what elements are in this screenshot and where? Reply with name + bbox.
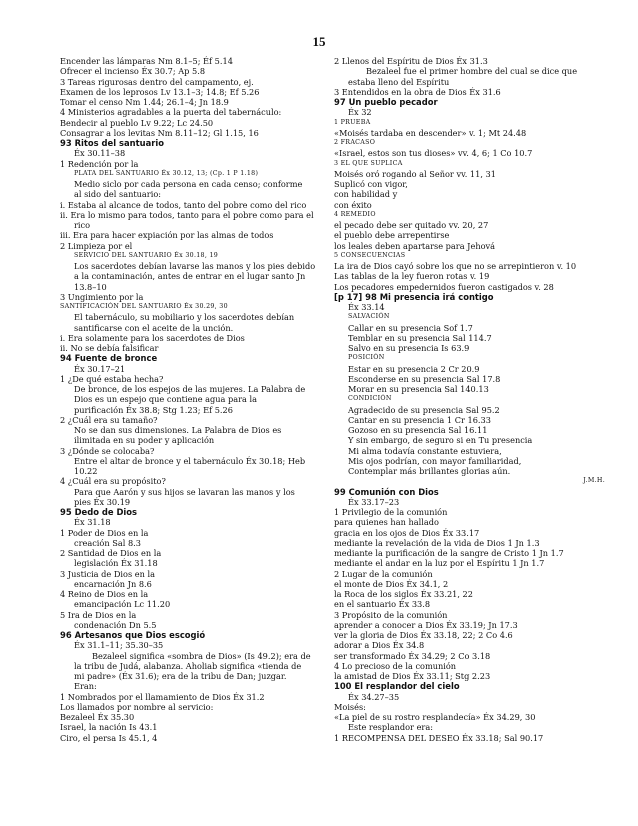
text-line: Bezaleel fue el primer hombre del cual se dice que	[366, 66, 578, 77]
text-line: Callar en su presencia Sof 1.7	[348, 322, 473, 333]
section-heading: 99 Comunión con Dios	[334, 486, 439, 497]
text-line: el monte de Dios Éx 34.1, 2	[334, 578, 449, 589]
text-line: 5 Ira de Dios en la	[60, 609, 137, 620]
text-line: iii. Era para hacer expiación por las almas de todos	[60, 230, 274, 241]
text-line: Agradecido de su presencia Sal 95.2	[348, 404, 500, 415]
text-line: Éx 32	[348, 107, 372, 118]
text-line: Y sin embargo, de seguro si en Tu presencia	[348, 435, 533, 446]
text-line: la Roca de los siglos Éx 33.21, 22	[334, 589, 473, 599]
text-line: 2 FRACASO	[334, 139, 376, 146]
text-line: 1 Redención por la	[60, 158, 139, 169]
text-line: Éx 30.17–21	[74, 363, 126, 374]
text-line: 1 Poder de Dios en la	[60, 527, 149, 538]
text-line: ii. No se debía falsificar	[60, 343, 159, 353]
text-line: La ira de Dios cayó sobre los que no se arrepintieron v. 10	[334, 261, 577, 271]
text-line: No se dan sus dimensiones. La Palabra de Dios es	[74, 425, 282, 435]
text-line: 1 Nombrados por el llamamiento de Dios Éx 31.2	[60, 691, 265, 702]
text-line: 4 REMEDIO	[334, 210, 376, 218]
text-line: Examen de los leprosos Lv 13.1–3; 14.8; Ef 5.26	[60, 86, 260, 97]
text-line: Morar en su presencia Sal 140.13	[348, 384, 489, 394]
text-line: Moisés:	[334, 701, 366, 712]
text-line: 3 Ungimiento por la	[60, 291, 144, 302]
text-line: Los pecadores empedernidos fueron castigados v. 28	[334, 281, 554, 292]
text-line: a la contaminación, antes de entrar en el lugar santo Jn	[74, 271, 306, 282]
text-line: al sido del santuario:	[74, 189, 162, 200]
section-heading: 94 Fuente de bronce	[60, 353, 158, 364]
section-heading: 95 Dedo de Dios	[60, 507, 138, 517]
text-line: Para que Aarón y sus hijos se lavaran las manos y los	[74, 486, 295, 497]
text-line: Éx 31.1–11; 35.30–35	[74, 640, 164, 651]
text-line: Moisés oró rogando al Señor vv. 11, 31	[334, 168, 496, 179]
text-line: Éx 30.11–38	[74, 148, 126, 159]
text-line: con habilidad y	[334, 189, 398, 200]
section-heading: 97 Un pueblo pecador	[334, 97, 438, 107]
text-line: purificación Éx 38.8; Stg 1.23; Ef 5.26	[74, 404, 233, 415]
section-heading: 93 Ritos del santuario	[60, 138, 164, 148]
text-line: ser transformado Éx 34.29; 2 Co 3.18	[334, 650, 491, 661]
text-line: ii. Era lo mismo para todos, tanto para el pobre como para el	[60, 209, 314, 220]
text-line: legislación Éx 31.18	[74, 558, 158, 569]
text-line: 2 Santidad de Dios en la	[60, 548, 162, 558]
text-line: encarnación Jn 8.6	[74, 578, 152, 589]
text-line: mediante la purificación de la sangre de Cristo 1 Jn 1.7	[334, 548, 564, 558]
text-line: 10.22	[74, 466, 98, 476]
text-line: Éx 31.18	[74, 517, 111, 528]
text-line: Cantar en su presencia 1 Cr 16.33	[348, 414, 491, 425]
text-line: Entre el altar de bronce y el tabernáculo Éx 30.18; Heb	[74, 455, 306, 466]
text-line: Consagrar a los levitas Nm 8.11–12; Gl 1.15, 16	[60, 127, 259, 138]
text-line: 3 EL QUE SUPLICA	[334, 159, 403, 167]
text-line: Encender las lámparas Nm 8.1–5; Éf 5.14	[60, 56, 233, 66]
text-line: Los llamados por nombre al servicio:	[60, 701, 214, 712]
text-line: i. Estaba al alcance de todos, tanto del pobre como del rico	[60, 199, 307, 210]
section-heading: [p 17] 98 Mi presencia irá contigo	[334, 291, 494, 302]
text-line: Éx 34.27–35	[348, 691, 400, 702]
text-line: Tomar el censo Nm 1.44; 26.1–4; Jn 18.9	[60, 97, 229, 107]
section-heading: 100 El resplandor del cielo	[334, 681, 460, 692]
text-line: 3 Entendidos en la obra de Dios Éx 31.6	[334, 86, 501, 97]
text-line: 2 Limpieza por el	[60, 240, 133, 251]
text-line: mediante el andar en la luz por el Espíritu 1 Jn 1.7	[334, 558, 545, 569]
text-line: 3 ¿Dónde se colocaba?	[60, 445, 155, 456]
text-line: Gozoso en su presencia Sal 16.11	[348, 425, 488, 435]
text-line: Mis ojos podrían, con mayor familiaridad,	[348, 455, 522, 466]
text-line: Bezaleel significa «sombra de Dios» (Is 49.2); era de	[92, 650, 311, 661]
text-line: SERVICIO DEL SANTUARIO Éx 30.18, 19	[74, 251, 219, 259]
section-heading: 96 Artesanos que Dios escogió	[60, 630, 206, 640]
text-line: 3 Justicia de Dios en la	[60, 568, 155, 579]
text-line: 2 Llenos del Espíritu de Dios Éx 31.3	[334, 56, 488, 66]
text-line: SANTIFICACIÓN DEL SANTUARIO Éx 30.29, 30	[60, 303, 228, 310]
text-line: 3 Tareas rigurosas dentro del campamento, ej.	[60, 76, 254, 87]
text-line: De bronce, de los espejos de las mujeres. La Palabra de	[74, 384, 306, 394]
text-line: Ofrecer el incienso Éx 30.7; Ap 5.8	[60, 66, 206, 77]
text-line: Eran:	[74, 681, 97, 692]
text-line: 4 Reino de Dios en la	[60, 589, 149, 599]
text-line: 1 ¿De qué estaba hecha?	[60, 373, 164, 384]
text-line: 3 Propósito de la comunión	[334, 609, 448, 620]
text-line: «Moisés tardaba en descender» v. 1; Mt 24.48	[334, 127, 527, 138]
text-line: mediante la revelación de la vida de Dios 1 Jn 1.3	[334, 537, 540, 548]
text-line: 2 ¿Cuál era su tamaño?	[60, 414, 158, 425]
text-line: Israel, la nación Is 43.1	[60, 722, 158, 733]
text-line: SALVACIÓN	[348, 313, 390, 321]
text-line: rico	[74, 220, 91, 230]
right-column	[334, 56, 605, 743]
text-line: Dios es un espejo que contiene agua para la	[74, 394, 258, 405]
text-line: Suplicó con vigor,	[334, 179, 408, 189]
page-number: 15	[312, 34, 326, 49]
text-line: aprender a conocer a Dios Éx 33.19; Jn 17.3	[334, 619, 518, 630]
text-line: el pueblo debe arrepentirse	[334, 230, 450, 241]
text-line: creación Sal 8.3	[74, 537, 141, 548]
text-line: ilimitada en su poder y aplicación	[74, 435, 215, 446]
text-line: Las tablas de la ley fueron rotas v. 19	[334, 271, 490, 282]
text-line: PLATA DEL SANTUARIO Éx 30.12, 13; (Cp. 1 P 1.18)	[74, 169, 259, 177]
text-line: adorar a Dios Éx 34.8	[334, 640, 425, 651]
text-line: 4 ¿Cuál era su propósito?	[60, 476, 166, 487]
text-line: estaba lleno del Espíritu	[348, 76, 450, 87]
text-line: Mi alma todavía constante estuviera,	[348, 445, 502, 456]
text-line: «Israel, estos son tus dioses» vv. 4, 6; 1 Co 10.7	[334, 148, 533, 159]
text-line: la amistad de Dios Éx 33.11; Stg 2.23	[334, 671, 491, 681]
text-line: la tribu de Judá, alabanza. Aholiab significa «tienda de	[74, 660, 302, 671]
text-line: Este resplandor era:	[348, 722, 433, 733]
text-line: emancipación Lc 11.20	[74, 599, 171, 610]
text-line: 2 Lugar de la comunión	[334, 568, 433, 579]
text-line: en el santuario Éx 33.8	[334, 599, 431, 610]
text-line: Salvo en su presencia Is 63.9	[348, 343, 470, 353]
text-line: Los sacerdotes debían lavarse las manos y los pies debido	[74, 261, 316, 271]
text-line: para quienes han hallado	[334, 517, 439, 528]
text-line: 5 CONSECUENCIAS	[334, 251, 406, 259]
text-line: 1 Privilegio de la comunión	[334, 507, 448, 517]
text-line: 4 Ministerios agradables a la puerta del tabernáculo:	[60, 107, 282, 118]
text-line: 4 Lo precioso de la comunión	[334, 660, 457, 671]
text-line: i. Era solamente para los sacerdotes de Dios	[60, 332, 245, 343]
text-line: 1 PRUEBA	[334, 118, 371, 126]
text-line: los leales deben apartarse para Jehová	[334, 240, 496, 251]
text-line: Ciro, el persa Is 45.1, 4	[60, 732, 158, 743]
text-line: con éxito	[334, 199, 372, 210]
text-line: J.M.H.	[583, 477, 605, 485]
text-line: Bendecir al pueblo Lv 9.22; Lc 24.50	[60, 117, 214, 128]
text-line: Medio siclo por cada persona en cada censo; conforme	[74, 179, 303, 189]
text-line: el pecado debe ser quitado vv. 20, 27	[334, 220, 489, 230]
text-line: 1 RECOMPENSA DEL DESEO Éx 33.18; Sal 90.17	[334, 732, 544, 743]
text-line: Éx 33.14	[348, 302, 385, 312]
text-line: Éx 33.17–23	[348, 496, 400, 507]
text-line: Estar en su presencia 2 Cr 20.9	[348, 363, 480, 374]
text-line: pies Éx 30.19	[74, 496, 131, 507]
text-line: «La piel de su rostro resplandecía» Éx 34.29, 30	[334, 712, 536, 722]
left-column	[60, 56, 331, 743]
text-line: Contemplar más brillantes glorias aún.	[348, 466, 511, 476]
text-line: Bezaleel Éx 35.30	[60, 712, 135, 722]
text-line: ver la gloria de Dios Éx 33.18, 22; 2 Co 4.6	[334, 630, 513, 640]
text-line: El tabernáculo, su mobiliario y los sacerdotes debían	[74, 312, 295, 323]
text-line: gracia en los ojos de Dios Éx 33.17	[334, 527, 480, 538]
text-line: santificarse con el aceite de la unción.	[74, 322, 234, 333]
text-line: Esconderse en su presencia Sal 17.8	[348, 373, 501, 384]
text-line: 13.8–10	[74, 281, 107, 292]
text-line: mi padre» (Éx 31.6); era de la tribu de Dan; juzgar.	[74, 671, 287, 681]
text-line: condenación Dn 5.5	[74, 619, 157, 630]
text-line: POSICIÓN	[348, 354, 385, 362]
text-line: CONDICIÓN	[348, 395, 392, 403]
text-line: Temblar en su presencia Sal 114.7	[348, 332, 492, 343]
